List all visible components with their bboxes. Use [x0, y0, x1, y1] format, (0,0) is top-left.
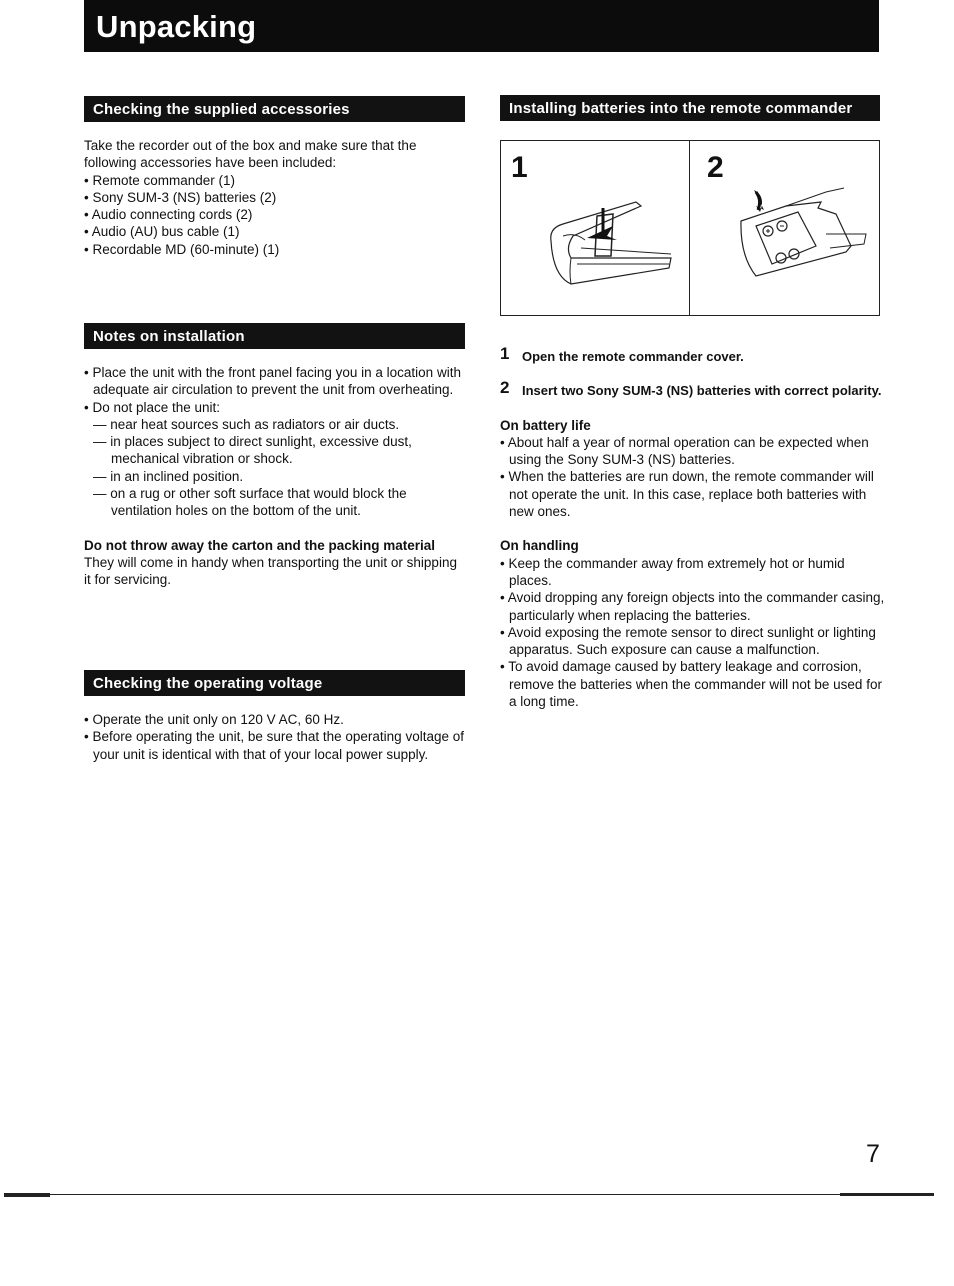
accessories-intro: Take the recorder out of the box and make sure that the following accessories have been included: [84, 138, 417, 171]
accessories-section [84, 137, 464, 258]
list-item: • Remote commander (1) [84, 172, 236, 188]
battery-life-item: • When the batteries are run down, the remote commander will not operate the unit. In this case, replace both batteries with new ones. [500, 469, 874, 520]
installation-dash-item: — on a rug or other soft surface that would block the ventilation holes on the bottom of the unit. [93, 486, 407, 519]
handling-item: • Keep the commander away from extremely hot or humid places. [500, 555, 845, 588]
installation-dash-item: — in an inclined position. [93, 468, 244, 484]
battery-insert-icon [726, 186, 871, 296]
voltage-heading: Checking the operating voltage [84, 670, 465, 696]
remote-cover-open-icon [541, 196, 681, 296]
carton-heading: Do not throw away the carton and the packing material [84, 537, 436, 553]
step-number: 1 [500, 344, 510, 363]
voltage-section [84, 711, 469, 763]
step-text: Open the remote commander cover. [522, 349, 744, 364]
list-item: • Sony SUM-3 (NS) batteries (2) [84, 189, 277, 205]
figure-divider [689, 141, 690, 315]
figure-label-1: 1 [511, 151, 528, 184]
installation-dash-item: — near heat sources such as radiators or air ducts. [93, 416, 400, 432]
handling-item: • Avoid exposing the remote sensor to direct sunlight or lighting apparatus. Such exposure can cause a malfunction. [500, 624, 876, 658]
footer-rule-mark [4, 1193, 50, 1197]
accessories-list [84, 172, 464, 258]
voltage-item: • Operate the unit only on 120 V AC, 60 Hz. [84, 712, 344, 727]
page-number: 7 [866, 1140, 880, 1168]
battery-illustration [500, 140, 880, 316]
installation-heading: Notes on installation [84, 323, 465, 349]
figure-label-2: 2 [707, 151, 724, 184]
handling-item: • Avoid dropping any foreign objects into the commander casing, particularly when replacing the batteries. [500, 590, 885, 623]
installation-bullet-donot: • Do not place the unit: [84, 399, 221, 415]
installation-dash-item: — in places subject to direct sunlight, excessive dust, mechanical vibration or shock. [93, 434, 412, 467]
list-item: • Recordable MD (60-minute) (1) [84, 241, 280, 257]
batteries-heading: Installing batteries into the remote commander [500, 95, 880, 121]
footer-rule-mark-right [840, 1193, 934, 1196]
step-number: 2 [500, 378, 510, 398]
accessories-heading: Checking the supplied accessories [84, 96, 465, 122]
title-bar [84, 0, 879, 52]
battery-life-heading: On battery life [500, 417, 591, 433]
installation-section [84, 364, 464, 589]
battery-life-item: • About half a year of normal operation can be expected when using the Sony SUM-3 (NS) batteries. [500, 434, 869, 468]
installation-bullet-location: • Place the unit with the front panel facing you in a location with adequate air circulation to prevent the unit from overheating. [84, 365, 461, 398]
handling-heading: On handling [500, 538, 579, 554]
list-item: • Audio connecting cords (2) [84, 207, 253, 223]
page-title: Unpacking [96, 9, 257, 44]
voltage-item: • Before operating the unit, be sure that the operating voltage of your unit is identical with that of your local power supply. [84, 729, 464, 762]
handling-item: • To avoid damage caused by battery leakage and corrosion, remove the batteries when the commander will not be used for a long time. [500, 659, 882, 710]
step-2 [500, 378, 885, 399]
step-1 [500, 344, 885, 365]
battery-steps [500, 344, 885, 710]
step-text: Insert two Sony SUM-3 (NS) batteries with correct polarity. [522, 383, 882, 399]
carton-text: They will come in handy when transporting the unit or shipping it for servicing. [84, 554, 457, 588]
footer-rule [4, 1194, 934, 1195]
list-item: • Audio (AU) bus cable (1) [84, 224, 240, 240]
